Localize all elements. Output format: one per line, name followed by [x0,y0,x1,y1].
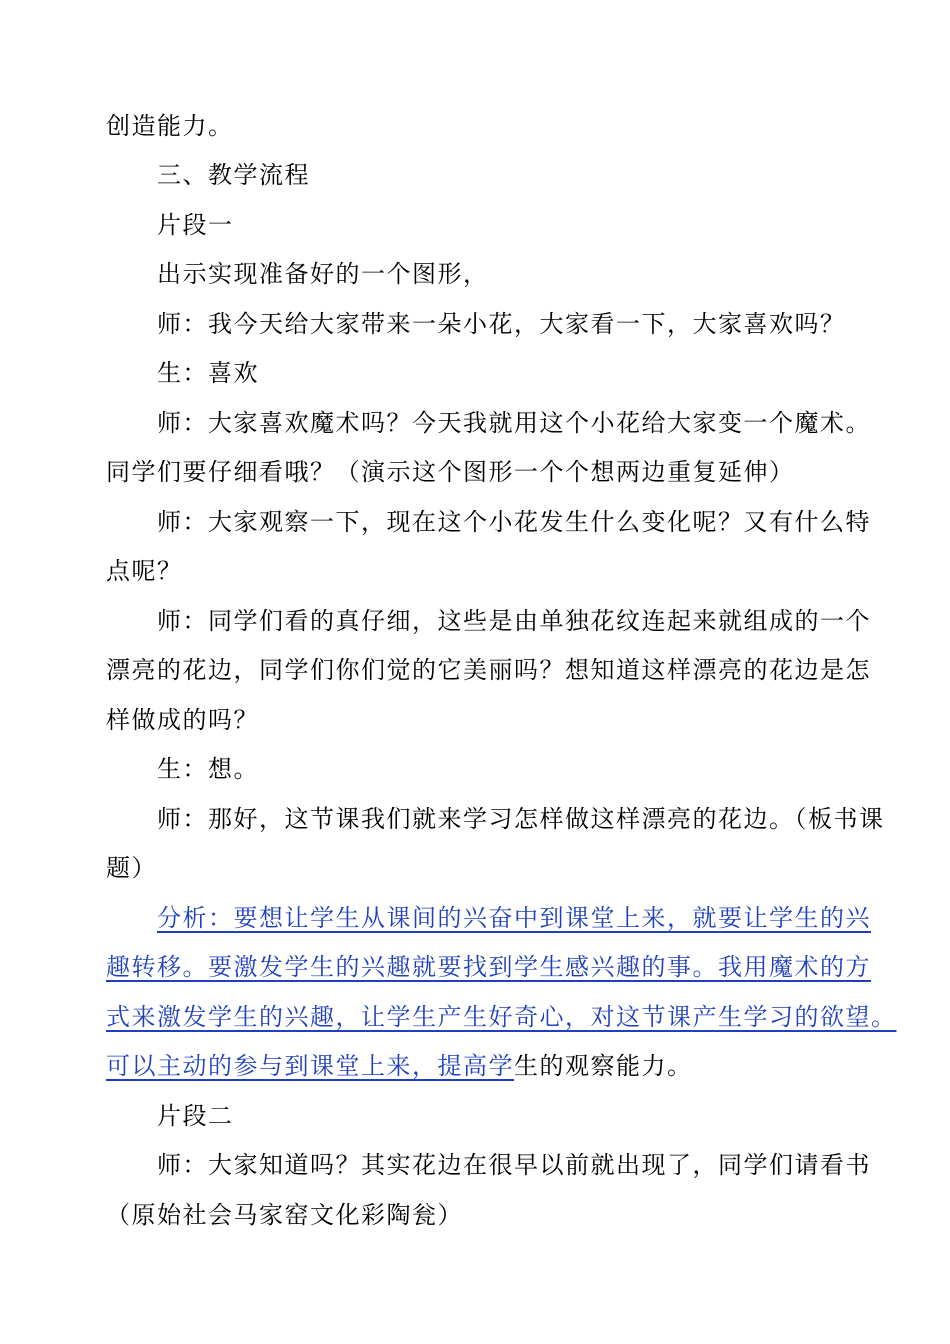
analysis-link-line[interactable]: 分析：要想让学生从课间的兴奋中到课堂上来，就要让学生的兴 [157,904,871,932]
section-heading: 三、教学流程 [157,161,310,189]
dialogue-line: 题） [106,854,157,882]
analysis-plain-text: 生的观察能力。 [514,1052,693,1080]
dialogue-line: 师：那好，这节课我们就来学习怎样做这样漂亮的花边。（板书课 [157,805,885,833]
dialogue-line: 同学们要仔细看哦？（演示这个图形一个个想两边重复延伸） [106,458,795,486]
paragraph-line: 出示实现准备好的一个图形， [157,260,489,288]
analysis-link-line[interactable]: 式来激发学生的兴趣，让学生产生好奇心，对这节课产生学习的欲望。 [106,1003,897,1031]
dialogue-line: 点呢？ [106,557,183,585]
dialogue-line: 师：同学们看的真仔细，这些是由单独花纹连起来就组成的一个 [157,607,871,635]
dialogue-line: 生：想。 [157,755,259,783]
dialogue-line: 师：我今天给大家带来一朵小花，大家看一下，大家喜欢吗？ [157,310,846,338]
dialogue-line: 样做成的吗？ [106,706,259,734]
segment-heading: 片段一 [157,211,234,239]
dialogue-line: 漂亮的花边，同学们你们觉的它美丽吗？想知道这样漂亮的花边是怎 [106,656,871,684]
dialogue-line: 师：大家观察一下，现在这个小花发生什么变化呢？又有什么特 [157,508,871,536]
analysis-link-text[interactable]: 可以主动的参与到课堂上来，提高学 [106,1052,514,1080]
paragraph-line: 创造能力。 [106,112,234,140]
segment-heading: 片段二 [157,1102,234,1130]
dialogue-line: 生：喜欢 [157,359,259,387]
analysis-mixed-line [106,1051,866,1081]
analysis-link-line[interactable]: 趣转移。要激发学生的兴趣就要找到学生感兴趣的事。我用魔术的方 [106,953,871,981]
dialogue-line: 师：大家知道吗？其实花边在很早以前就出现了，同学们请看书 [157,1151,871,1179]
dialogue-line: （原始社会马家窑文化彩陶瓮） [106,1201,463,1229]
dialogue-line: 师：大家喜欢魔术吗？今天我就用这个小花给大家变一个魔术。 [157,409,871,437]
